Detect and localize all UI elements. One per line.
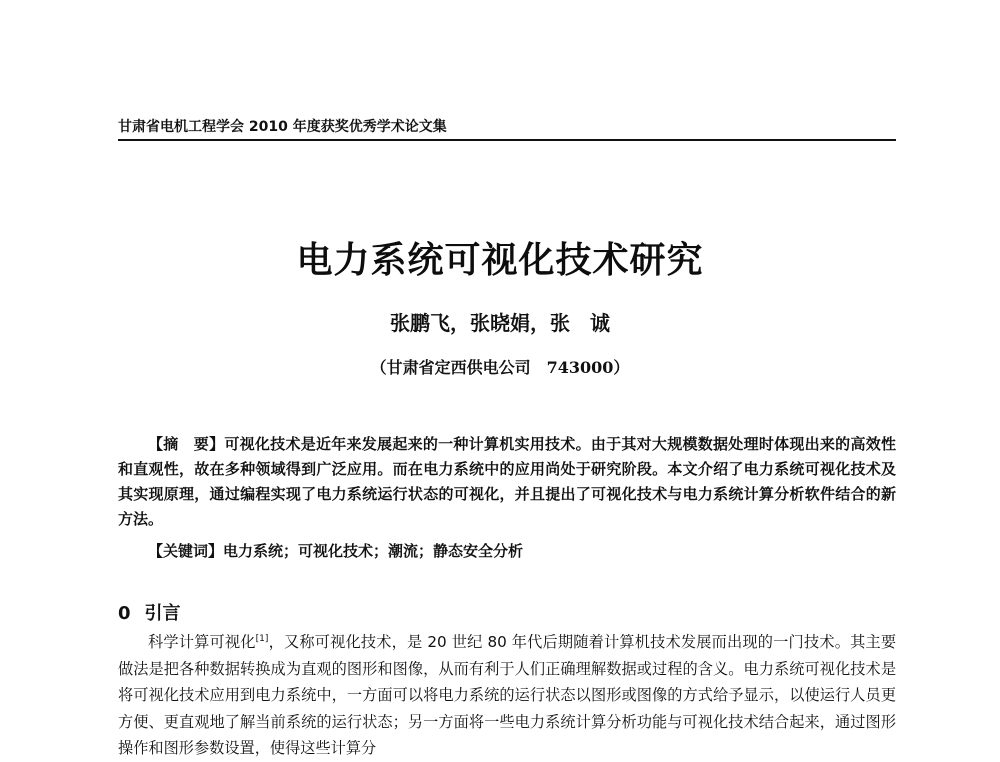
author-list: 张鹏飞，张晓娟，张 诚 bbox=[390, 311, 610, 335]
body-text-part2: ，又称可视化技术，是 20 世纪 80 年代后期随着计算机技术发展而出现的一门技术。其主要做法是把各种数据转换成为直观的图形和图像，从而有利于人们正确理解数据或过程的含义。电力系统可视化技术是将可视化技术应用到电力系统中，一方面可以将电力系统的运行状态以图形或图像的方式给予显示，以使运行人员更方便、更直观地了解当前系统的运行状态；另一方面将一些电力系统计算分析功能与可视化技术结合起来，通过图形操作和图形参数设置，使得这些计算分 bbox=[118, 633, 897, 757]
body-paragraph bbox=[118, 629, 896, 762]
affiliation: （甘肃省定西供电公司 743000） bbox=[370, 358, 630, 377]
paper-title: 电力系统可视化技术研究 bbox=[296, 239, 704, 281]
header-rule bbox=[118, 139, 896, 141]
section-title: 引言 bbox=[144, 603, 181, 624]
keywords bbox=[148, 540, 523, 561]
section-number: 0 bbox=[118, 603, 131, 624]
running-header: 甘肃省电机工程学会 2010 年度获奖优秀学术论文集 bbox=[118, 119, 447, 135]
abstract-text: 可视化技术是近年来发展起来的一种计算机实用技术。由于其对大规模数据处理时体现出来的高效性和直观性，故在多种领域得到广泛应用。而在电力系统中的应用尚处于研究阶段。本文介绍了电力系统可视化技术及其实现原理，通过编程实现了电力系统运行状态的可视化，并且提出了可视化技术与电力系统计算分析软件结合的新方法。 bbox=[118, 435, 896, 528]
abstract bbox=[118, 432, 896, 532]
abstract-label: 【摘 要】 bbox=[148, 435, 225, 453]
keywords-text: 电力系统；可视化技术；潮流；静态安全分析 bbox=[223, 542, 524, 560]
keywords-label: 【关键词】 bbox=[148, 542, 224, 560]
section-heading bbox=[118, 599, 181, 625]
body-text-part1: 科学计算可视化 bbox=[148, 633, 256, 651]
citation-marker: [1] bbox=[255, 633, 269, 644]
